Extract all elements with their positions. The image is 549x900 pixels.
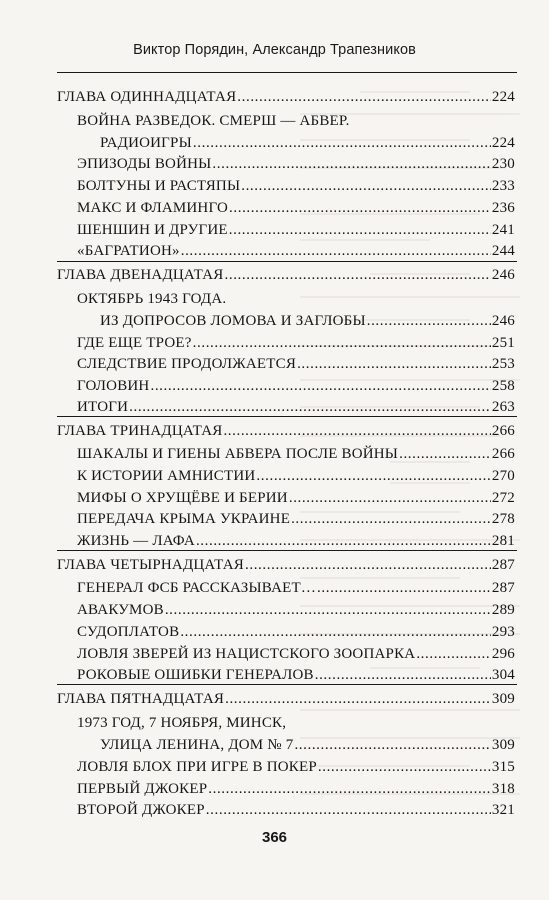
toc-entry-title: ШАКАЛЫ И ГИЕНЫ АБВЕРА ПОСЛЕ ВОЙНЫ [77,446,399,462]
toc-entry: ОКТЯБРЬ 1943 ГОДА. [77,291,227,307]
toc-page-number: 272 [491,490,515,506]
toc-entry-title: ИЗ ДОПРОСОВ ЛОМОВА И ЗАГЛОБЫ [100,313,366,329]
toc-entry-title: АВАКУМОВ [77,602,164,618]
dot-leader [225,264,491,286]
toc-entry: 1973 ГОД, 7 НОЯБРЯ, МИНСК, [77,715,287,731]
toc-entry-title: ГДЕ ЕЩЕ ТРОЕ? [77,335,192,351]
toc-page-number: 304 [491,667,515,683]
dot-leader [196,530,491,552]
chapter-divider [57,416,517,417]
toc-page-number: 296 [491,646,515,662]
dot-leader [229,197,491,219]
toc-entry [77,799,515,821]
header-rule [57,72,517,73]
toc-entry-title: ПЕРЕДАЧА КРЫМА УКРАИНЕ [77,511,291,527]
toc-entry-title: ИТОГИ [77,399,129,415]
toc-page-number: 309 [491,737,515,753]
toc-page-number: 233 [491,178,515,194]
toc-entry [77,219,515,241]
toc-entry [77,240,515,262]
toc-entry [77,465,515,487]
toc-entry [77,664,515,686]
toc-page-number: 253 [491,356,515,372]
toc-entry [100,310,515,332]
toc-entry-title: ЛОВЛЯ БЛОХ ПРИ ИГРЕ В ПОКЕР [77,759,317,775]
dot-leader [294,734,490,756]
chapter-divider [57,261,517,262]
toc-page-number: 321 [491,802,515,818]
toc-page-number: 230 [491,156,515,172]
toc-chapter-heading [57,554,515,576]
dot-leader [317,577,491,599]
dot-leader [229,219,491,241]
dot-leader [291,508,491,530]
toc-entry-title: СЛЕДСТВИЕ ПРОДОЛЖАЕТСЯ [77,356,297,372]
dot-leader [206,799,491,821]
toc-page-number: 251 [491,335,515,351]
dot-leader [129,396,491,418]
toc-entry-title: МАКС И ФЛАМИНГО [77,200,229,216]
dot-leader [416,643,491,665]
toc-page-number: 236 [491,200,515,216]
toc-page-number: 241 [491,222,515,238]
toc-entry [100,734,515,756]
toc-page-number: 224 [491,89,515,105]
toc-entry-title: УЛИЦА ЛЕНИНА, ДОМ № 7 [100,737,294,753]
toc-page-number: 287 [491,580,515,596]
dot-leader [289,487,491,509]
toc-entry [77,396,515,418]
toc-entry-title: МИФЫ О ХРУЩЁВЕ И БЕРИИ [77,490,288,506]
toc-entry-title: РАДИОИГРЫ [100,135,192,151]
toc-entry [77,487,515,509]
toc-entry [77,353,515,375]
toc-entry [77,643,515,665]
toc-entry [77,443,515,465]
toc-entry-title: ШЕНШИН И ДРУГИЕ [77,222,228,238]
toc-page-number: 263 [491,399,515,415]
toc-entry-title: БОЛТУНЫ И РАСТЯПЫ [77,178,241,194]
toc-chapter-heading [57,688,515,710]
toc-entry-title: К ИСТОРИИ АМНИСТИИ [77,468,256,484]
dot-leader [297,353,491,375]
dot-leader [181,240,491,262]
toc-entry-title: ГЛАВА ТРИНАДЦАТАЯ [57,423,223,439]
dot-leader [237,86,491,108]
dot-leader [208,778,491,800]
dot-leader [193,132,491,154]
dot-leader [180,621,491,643]
toc-page-number: 266 [491,423,515,439]
page-number: 366 [261,829,288,846]
dot-leader [212,153,490,175]
toc-entry-title: ГЛАВА ПЯТНАДЦАТАЯ [57,691,225,707]
toc-page-number: 309 [491,691,515,707]
toc-chapter-heading [57,420,515,442]
toc-entry [77,197,515,219]
toc-entry-title: РОКОВЫЕ ОШИБКИ ГЕНЕРАЛОВ [77,667,314,683]
toc-entry [77,599,515,621]
toc-entry [77,175,515,197]
toc-page-number: 246 [491,313,515,329]
dot-leader [399,443,491,465]
running-header: Виктор Порядин, Александр Трапезников [133,42,416,58]
toc-entry [77,153,515,175]
toc-page-number: 278 [491,511,515,527]
dot-leader [256,465,490,487]
toc-page-number: 318 [491,781,515,797]
toc-page-number: 315 [491,759,515,775]
toc-page-number: 258 [491,378,515,394]
toc-entry [77,621,515,643]
toc-entry-title: ВТОРОЙ ДЖОКЕР [77,802,205,818]
chapter-divider [57,550,517,551]
toc-page-number: 293 [491,624,515,640]
toc-entry-title: ПЕРВЫЙ ДЖОКЕР [77,781,208,797]
toc-entry-title: ГЛАВА ДВЕНАДЦАТАЯ [57,267,224,283]
toc-page-number: 281 [491,533,515,549]
toc-entry [77,375,515,397]
toc-page-number: 224 [491,135,515,151]
toc-entry [77,332,515,354]
toc-entry [77,508,515,530]
toc-entry-title: ЭПИЗОДЫ ВОЙНЫ [77,156,212,172]
toc-entry: ВОЙНА РАЗВЕДОК. СМЕРШ — АБВЕР. [77,113,350,129]
toc-page-number: 287 [491,557,515,573]
toc-entry [77,530,515,552]
toc-entry [100,132,515,154]
dot-leader [193,332,491,354]
toc-page-number: 266 [491,446,515,462]
toc-page-number: 244 [491,243,515,259]
dot-leader [367,310,491,332]
dot-leader [150,375,490,397]
toc-entry [77,756,515,778]
toc-entry-title: ГЛАВА ЧЕТЫРНАДЦАТАЯ [57,557,244,573]
toc-entry-title: СУДОПЛАТОВ [77,624,180,640]
toc-entry-title: ЖИЗНЬ — ЛАФА [77,533,195,549]
toc-chapter-heading [57,264,515,286]
toc-entry-title: ГЛАВА ОДИННАДЦАТАЯ [57,89,237,105]
toc-page-number: 246 [491,267,515,283]
toc-entry-title: ГОЛОВИН [77,378,150,394]
toc-page-number: 270 [491,468,515,484]
toc-entry-title: ГЕНЕРАЛ ФСБ РАССКАЗЫВАЕТ… [77,580,317,596]
dot-leader [245,554,491,576]
dot-leader [241,175,491,197]
toc-chapter-heading [57,86,515,108]
dot-leader [315,664,491,686]
toc-entry [77,778,515,800]
dot-leader [318,756,491,778]
dot-leader [225,688,491,710]
toc-page-number: 289 [491,602,515,618]
chapter-divider [57,684,517,685]
dot-leader [165,599,491,621]
toc-entry-title: «БАГРАТИОН» [77,243,180,259]
dot-leader [223,420,490,442]
toc-entry-title: ЛОВЛЯ ЗВЕРЕЙ ИЗ НАЦИСТСКОГО ЗООПАРКА [77,646,416,662]
toc-entry [77,577,515,599]
